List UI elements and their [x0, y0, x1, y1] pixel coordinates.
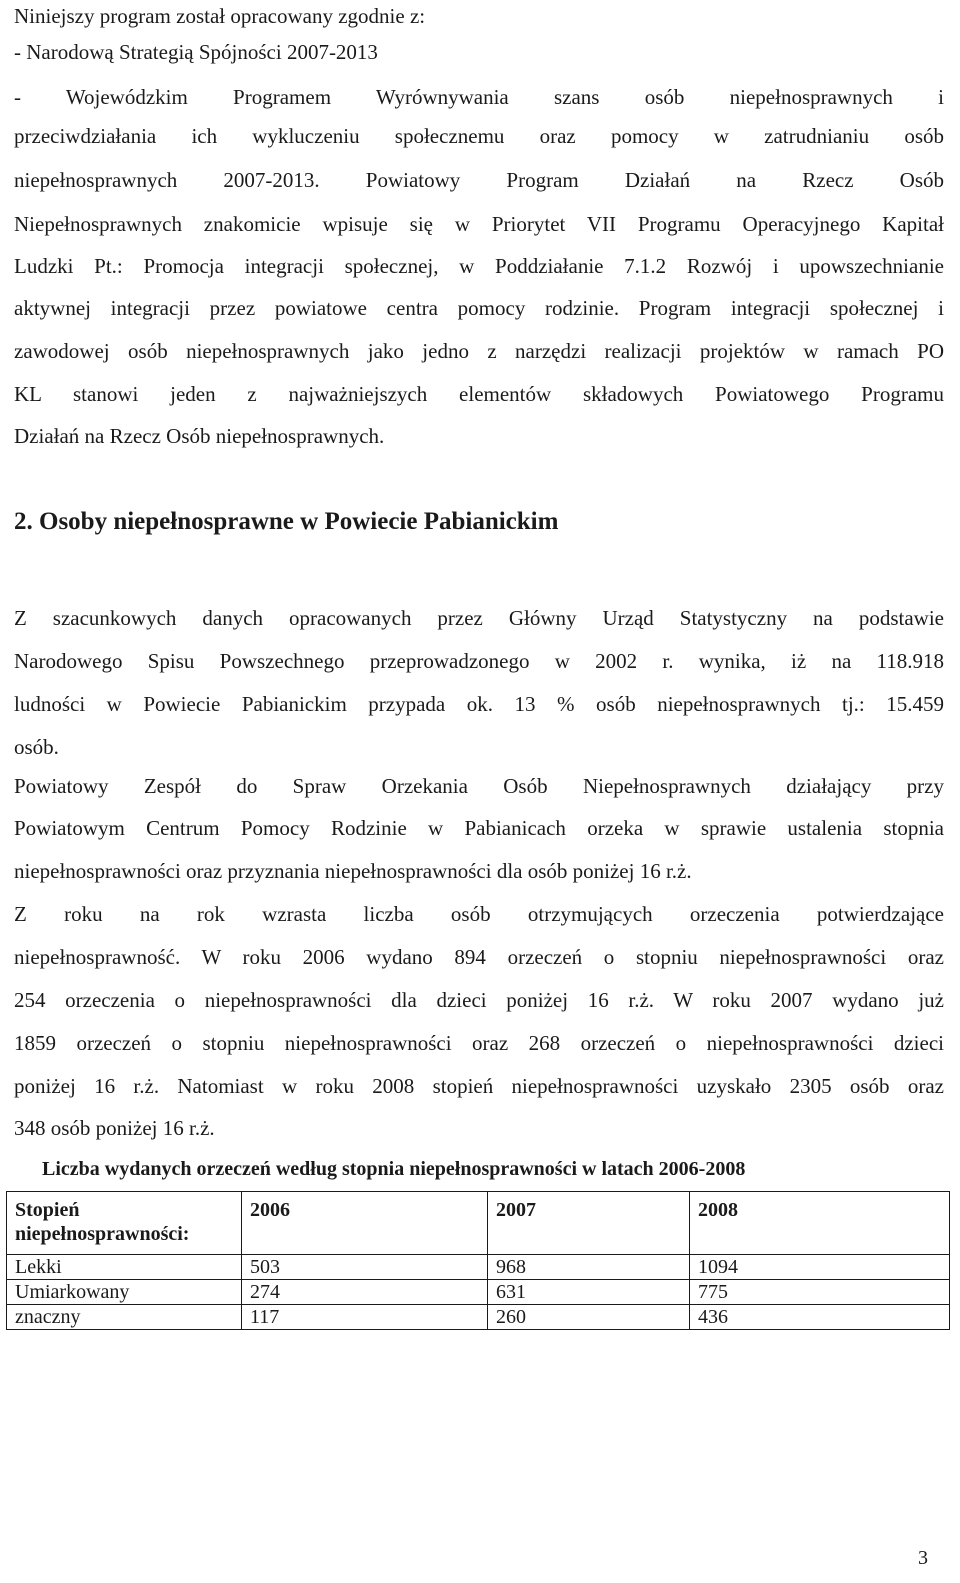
table-cell: 503 — [242, 1255, 488, 1280]
para2-line: niepełnosprawności oraz przyznania niepełnosprawności dla osób poniżej 16 r.ż. — [14, 859, 692, 883]
table-caption: Liczba wydanych orzeczeń według stopnia niepełnosprawności w latach 2006-2008 — [42, 1158, 746, 1180]
para2-line: poniżej 16 r.ż. Natomiast w roku 2008 stopień niepełnosprawności uzyskało 2305 osób oraz — [14, 1074, 944, 1098]
intro-line: aktywnej integracji przez powiatowe centra pomocy rodzinie. Program integracji społecznej i — [14, 296, 944, 320]
table-cell: 775 — [690, 1280, 950, 1305]
para1-line: ludności w Powiecie Pabianickim przypada ok. 13 % osób niepełnosprawnych tj.: 15.459 — [14, 692, 944, 716]
intro-line: - Wojewódzkim Programem Wyrównywania szans osób niepełnosprawnych i — [14, 85, 944, 109]
para2-line: 254 orzeczenia o niepełnosprawności dla dzieci poniżej 16 r.ż. W roku 2007 wydano już — [14, 988, 944, 1012]
para2-line: 348 osób poniżej 16 r.ż. — [14, 1116, 215, 1140]
table-header-row — [7, 1192, 950, 1255]
table-cell: Umiarkowany — [7, 1280, 242, 1305]
table-cell: 117 — [242, 1305, 488, 1330]
intro-line: niepełnosprawnych 2007-2013. Powiatowy Program Działań na Rzecz Osób — [14, 168, 944, 192]
header-cell-degree — [7, 1192, 242, 1255]
table-cell: znaczny — [7, 1305, 242, 1330]
table-row — [7, 1280, 950, 1305]
page-number: 3 — [918, 1547, 928, 1569]
intro-line: zawodowej osób niepełnosprawnych jako jedno z narzędzi realizacji projektów w ramach PO — [14, 339, 944, 363]
para1-line: osób. — [14, 735, 59, 759]
header-cell-2008: 2008 — [690, 1192, 950, 1255]
header-cell-2006: 2006 — [242, 1192, 488, 1255]
section-heading: 2. Osoby niepełnosprawne w Powiecie Pabianickim — [14, 508, 559, 535]
header-degree-line1: Stopień — [15, 1199, 80, 1221]
header-cell-2007: 2007 — [488, 1192, 690, 1255]
table-cell: 631 — [488, 1280, 690, 1305]
intro-line: Niniejszy program został opracowany zgodnie z: — [14, 4, 426, 28]
para2-line: Powiatowym Centrum Pomocy Rodzinie w Pabianicach orzeka w sprawie ustalenia stopnia — [14, 816, 944, 840]
para1-line: Z szacunkowych danych opracowanych przez Główny Urząd Statystyczny na podstawie — [14, 606, 944, 630]
para2-line: 1859 orzeczeń o stopniu niepełnosprawności oraz 268 orzeczeń o niepełnosprawności dzieci — [14, 1031, 944, 1055]
intro-line: - Narodową Strategią Spójności 2007-2013 — [14, 40, 378, 64]
table-cell: 1094 — [690, 1255, 950, 1280]
intro-line: Niepełnosprawnych znakomicie wpisuje się w Priorytet VII Programu Operacyjnego Kapitał — [14, 212, 944, 236]
para1-line: Narodowego Spisu Powszechnego przeprowadzonego w 2002 r. wynika, iż na 118.918 — [14, 649, 944, 673]
header-degree-line2: niepełnosprawności: — [15, 1223, 190, 1245]
para2-line: Powiatowy Zespół do Spraw Orzekania Osób Niepełnosprawnych działający przy — [14, 774, 944, 798]
table-cell: 436 — [690, 1305, 950, 1330]
intro-line: KL stanowi jeden z najważniejszych elementów składowych Powiatowego Programu — [14, 382, 944, 406]
para2-line: niepełnosprawność. W roku 2006 wydano 894 orzeczeń o stopniu niepełnosprawności oraz — [14, 945, 944, 969]
table-cell: 260 — [488, 1305, 690, 1330]
certificates-table — [6, 1191, 950, 1330]
table-cell: 274 — [242, 1280, 488, 1305]
intro-line: Działań na Rzecz Osób niepełnosprawnych. — [14, 424, 385, 448]
table-cell: 968 — [488, 1255, 690, 1280]
table-cell: Lekki — [7, 1255, 242, 1280]
table-row — [7, 1255, 950, 1280]
intro-line: przeciwdziałania ich wykluczeniu społecznemu oraz pomocy w zatrudnianiu osób — [14, 124, 944, 148]
para2-line: Z roku na rok wzrasta liczba osób otrzymujących orzeczenia potwierdzające — [14, 902, 944, 926]
table-row — [7, 1305, 950, 1330]
intro-line: Ludzki Pt.: Promocja integracji społecznej, w Poddziałanie 7.1.2 Rozwój i upowszechnianie — [14, 254, 944, 278]
